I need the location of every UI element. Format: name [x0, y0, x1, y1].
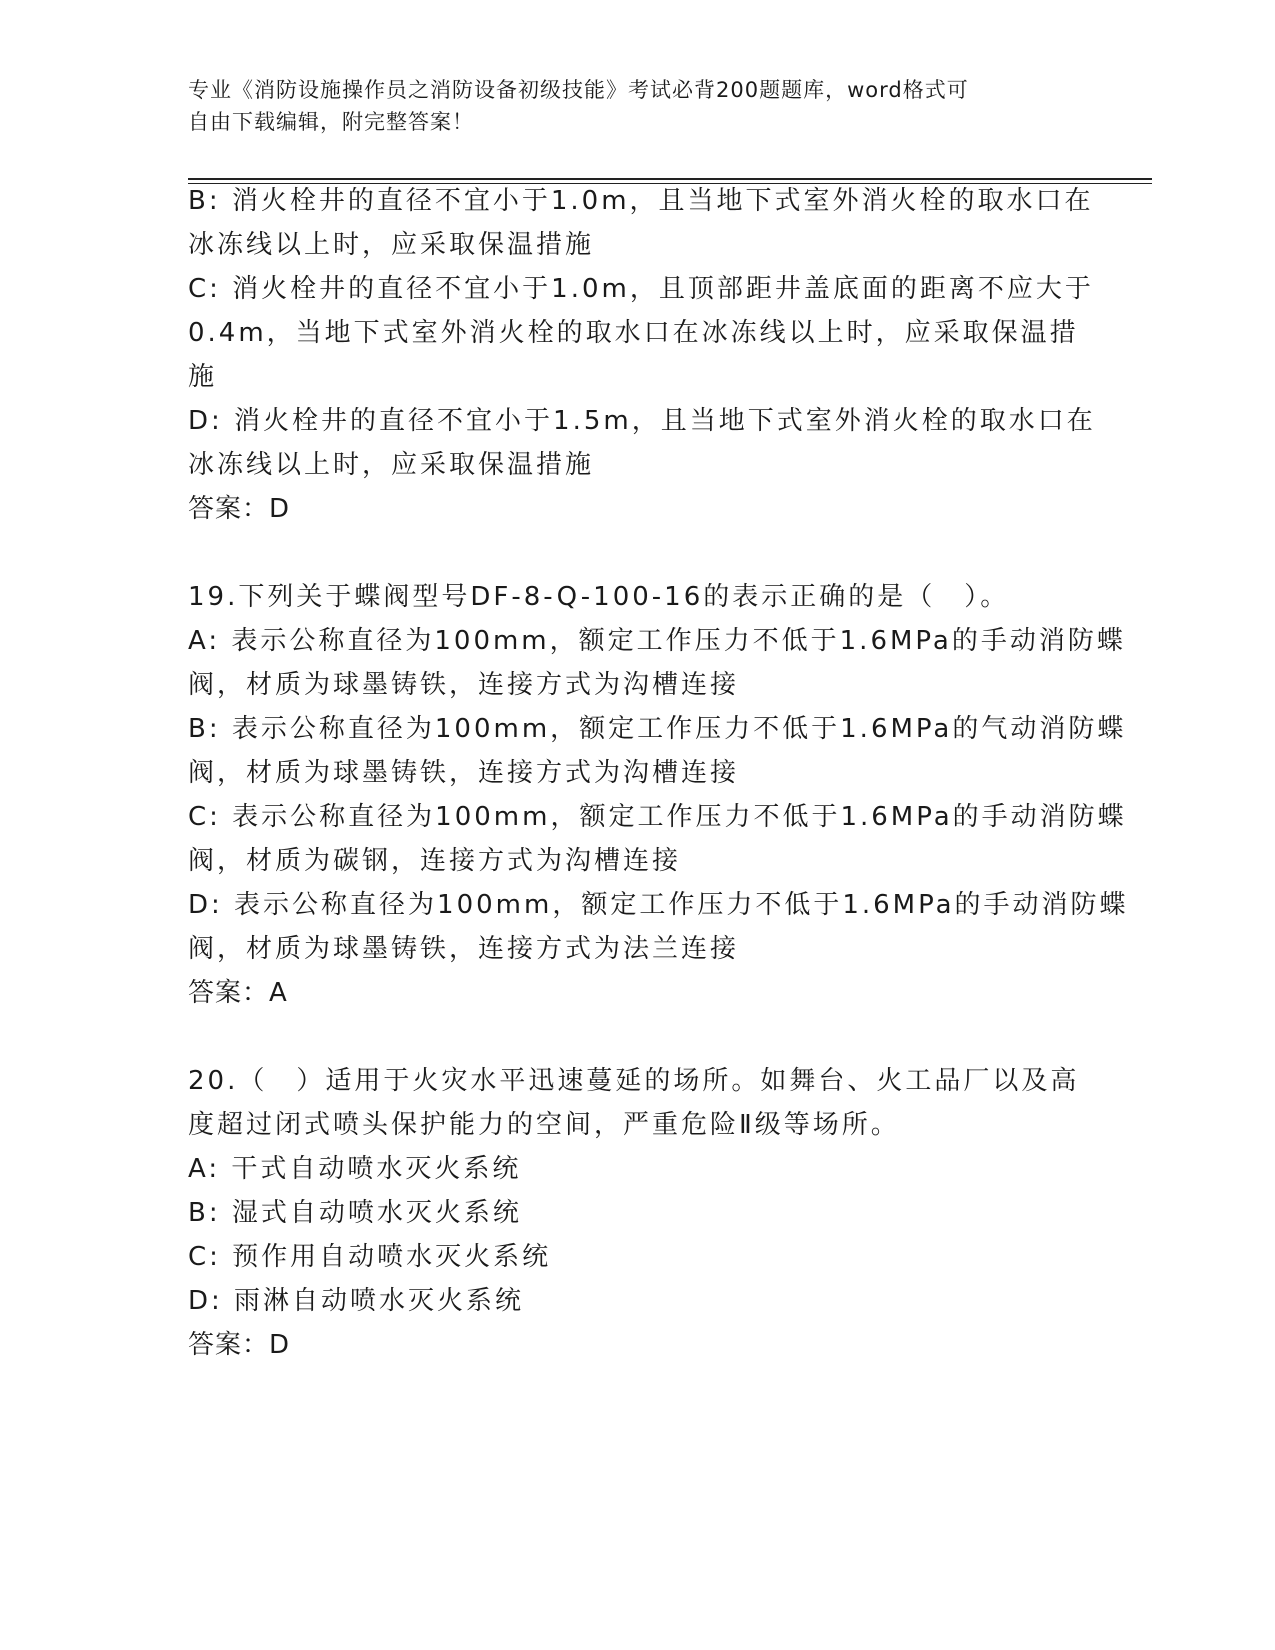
- q19-stem: 19.下列关于蝶阀型号DF-8-Q-100-16的表示正确的是（ ）。: [188, 582, 1010, 612]
- q20-option-c: C: 预作用自动喷水灭火系统: [188, 1242, 552, 1272]
- q18-option-d-line-2: 冰冻线以上时，应采取保温措施: [188, 450, 595, 480]
- q20-option-a: A: 干式自动喷水灭火系统: [188, 1154, 522, 1184]
- q19-option-d-line-1: D: 表示公称直径为100mm，额定工作压力不低于1.6MPa的手动消防蝶: [188, 890, 1129, 920]
- q20-stem-line-1: 20.（ ）适用于火灾水平迅速蔓延的场所。如舞台、火工品厂以及高: [188, 1066, 1080, 1096]
- q19-option-a-line-2: 阀，材质为球墨铸铁，连接方式为沟槽连接: [188, 670, 740, 700]
- q18-option-c-line-1: C: 消火栓井的直径不宜小于1.0m，且顶部距井盖底面的距离不应大于: [188, 274, 1094, 304]
- q19-option-c-line-2: 阀，材质为碳钢，连接方式为沟槽连接: [188, 846, 682, 876]
- q20-stem-line-2: 度超过闭式喷头保护能力的空间，严重危险Ⅱ级等场所。: [188, 1110, 900, 1140]
- q19-option-d-line-2: 阀，材质为球墨铸铁，连接方式为法兰连接: [188, 934, 740, 964]
- header-title-line-1: 专业《消防设施操作员之消防设备初级技能》考试必背200题题库，word格式可: [188, 78, 969, 102]
- q19-option-c-line-1: C: 表示公称直径为100mm，额定工作压力不低于1.6MPa的手动消防蝶: [188, 802, 1127, 832]
- q18-option-b-line-2: 冰冻线以上时，应采取保温措施: [188, 230, 595, 260]
- q18-option-c-line-2: 0.4m，当地下式室外消火栓的取水口在冰冻线以上时，应采取保温措: [188, 318, 1079, 348]
- q19-option-a-line-1: A: 表示公称直径为100mm，额定工作压力不低于1.6MPa的手动消防蝶: [188, 626, 1126, 656]
- q18-option-d-line-1: D: 消火栓井的直径不宜小于1.5m，且当地下式室外消火栓的取水口在: [188, 406, 1096, 436]
- q19-option-b-line-1: B: 表示公称直径为100mm，额定工作压力不低于1.6MPa的气动消防蝶: [188, 714, 1127, 744]
- header-title-line-2: 自由下载编辑，附完整答案！: [188, 110, 474, 134]
- q19-answer: 答案：A: [188, 978, 288, 1008]
- q20-answer: 答案：D: [188, 1330, 291, 1360]
- q20-option-d: D: 雨淋自动喷水灭火系统: [188, 1286, 525, 1316]
- q19-option-b-line-2: 阀，材质为球墨铸铁，连接方式为沟槽连接: [188, 758, 740, 788]
- q18-answer: 答案：D: [188, 494, 291, 524]
- document-header: [188, 74, 1088, 138]
- q20-option-b: B: 湿式自动喷水灭火系统: [188, 1198, 522, 1228]
- q18-option-c-line-3: 施: [188, 362, 218, 392]
- header-divider-thick: [188, 178, 1152, 180]
- q18-option-b-line-1: B: 消火栓井的直径不宜小于1.0m，且当地下式室外消火栓的取水口在: [188, 186, 1094, 216]
